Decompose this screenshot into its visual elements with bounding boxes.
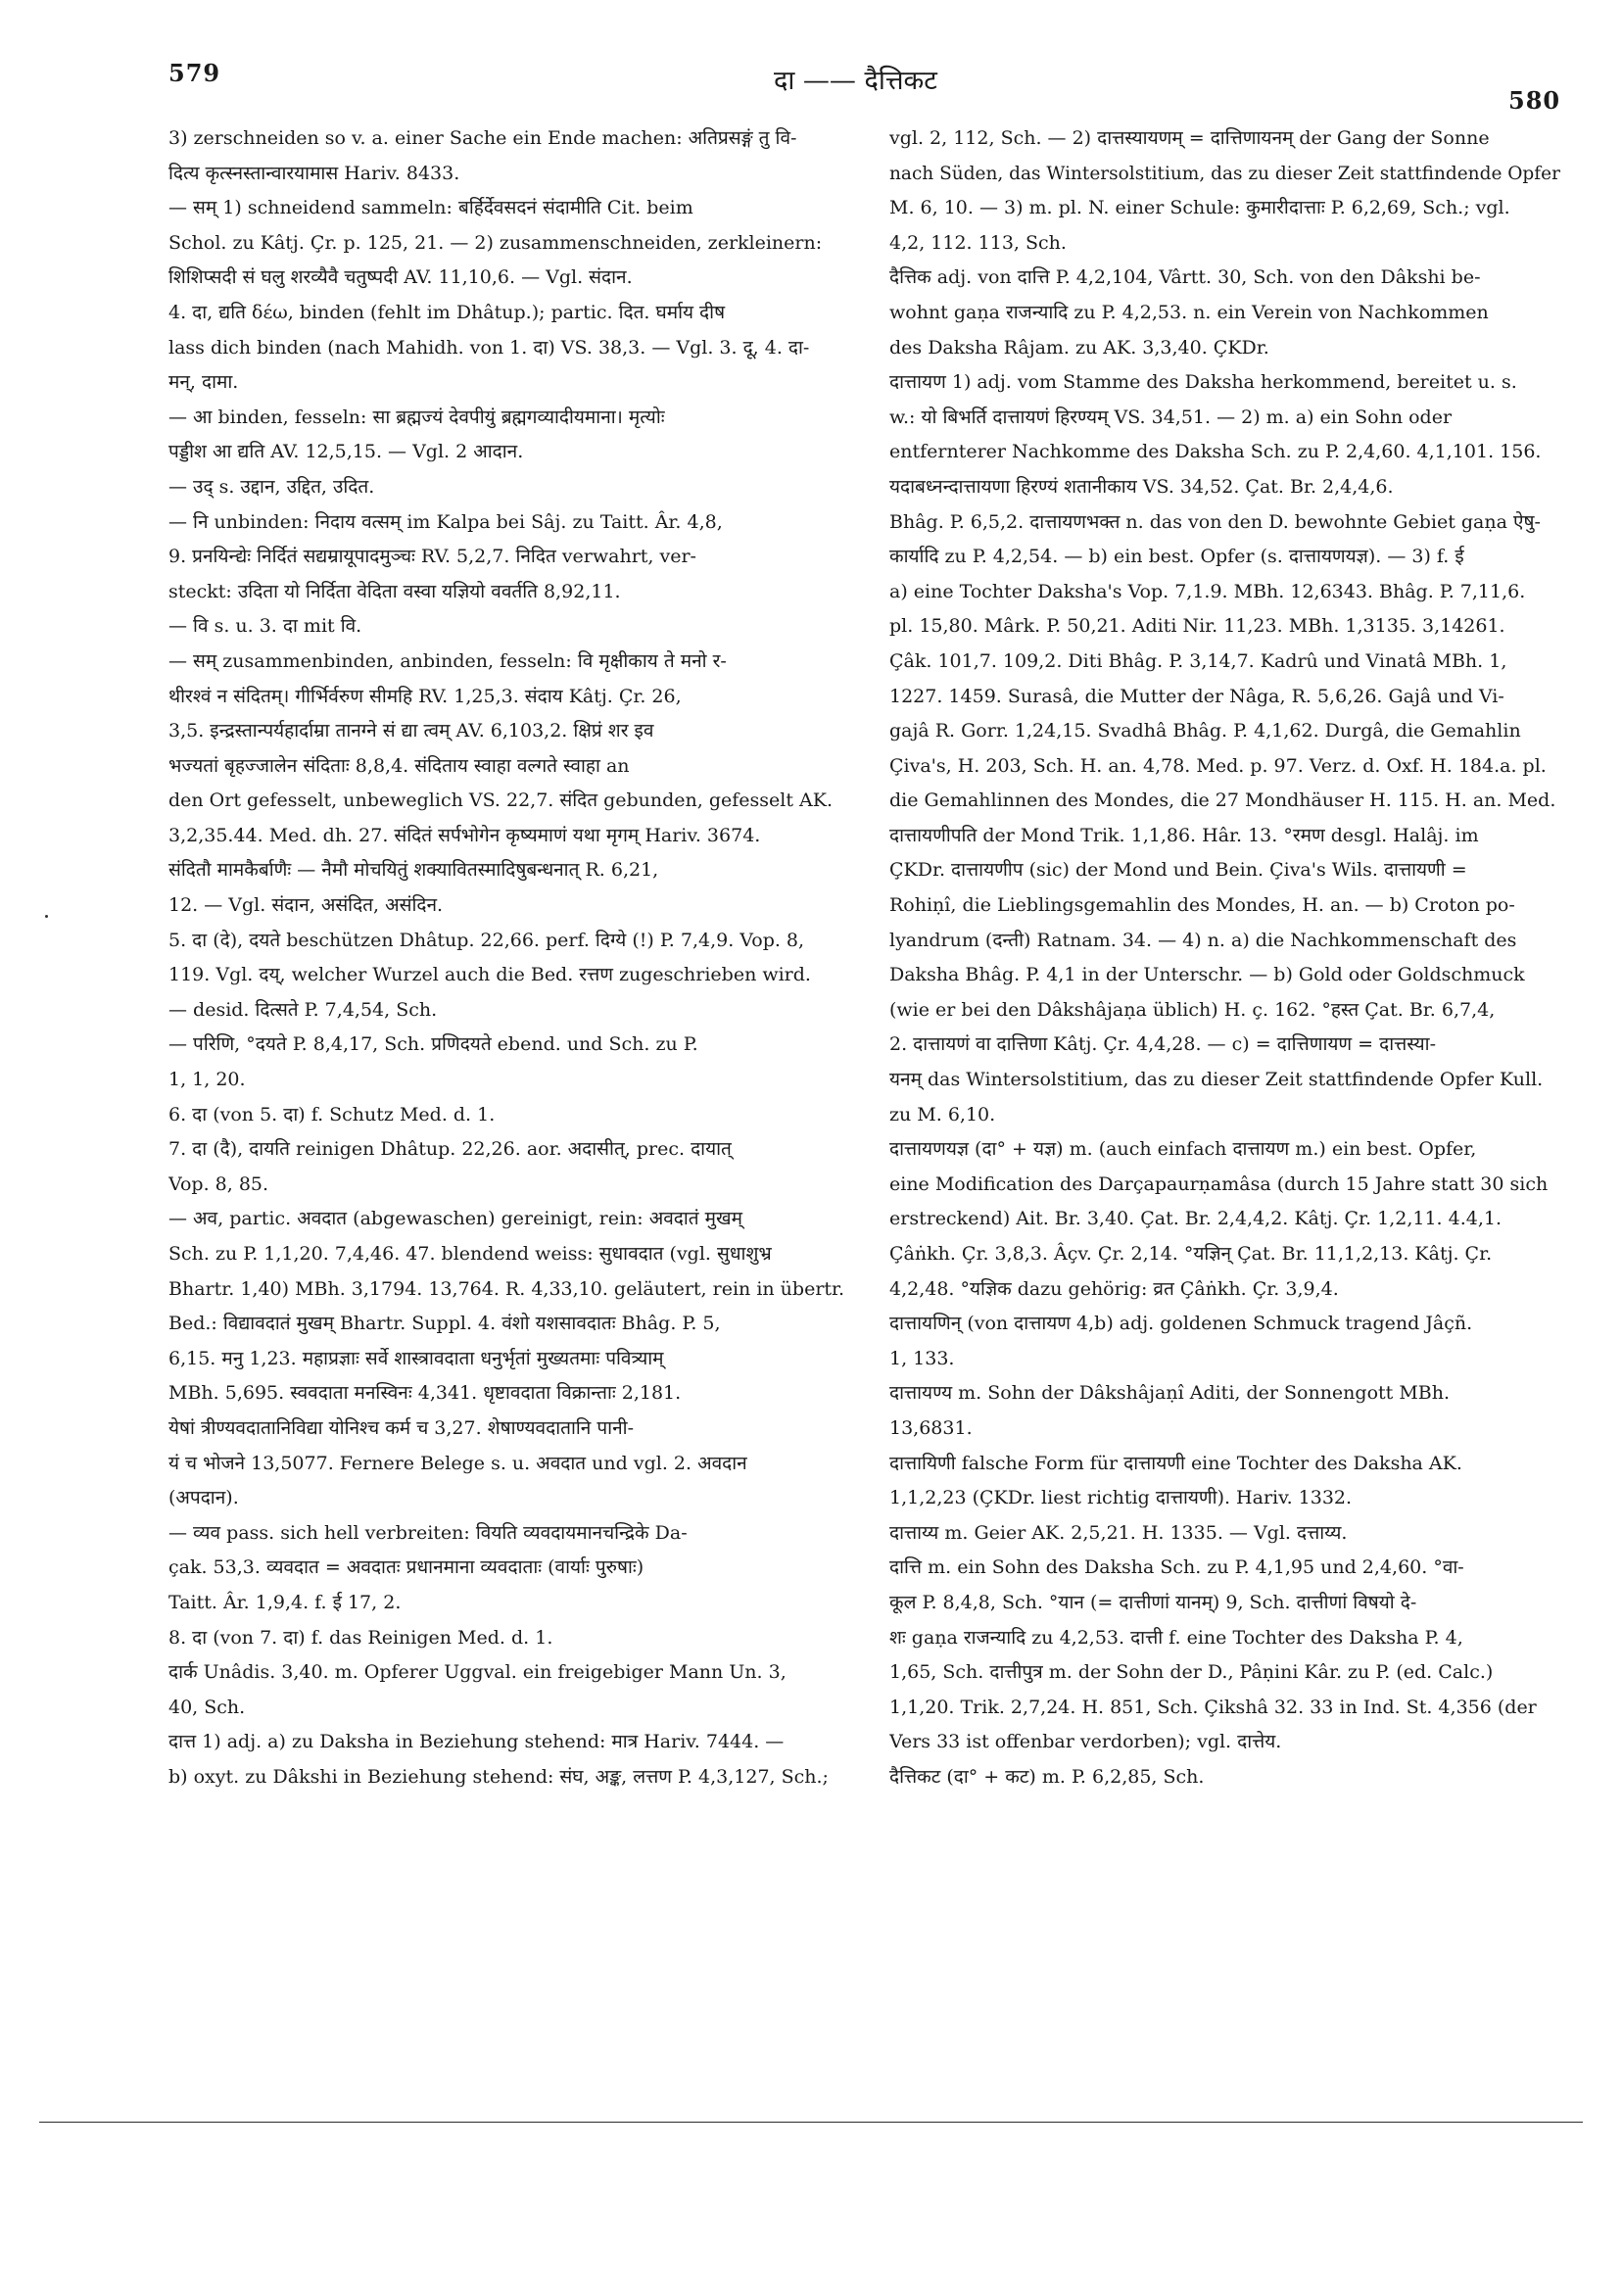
text-line: संदितौ मामकैर्बाणैः — नैमौ मोचयितुं शक्यावितस्मादिषुबन्धनात् R. 6,21, xyxy=(168,859,659,882)
text-line: b) oxyt. zu Dâkshi in Beziehung stehend: संघ, अङ्क, लत्तण P. 4,3,127, Sch.; xyxy=(168,1765,829,1788)
text-line: शिशिप्सदी सं घलु शरव्यैवै चतुष्पदी AV. 11,10,6. — Vgl. संदान. xyxy=(168,266,633,289)
text-line: Bhâg. P. 6,5,2. दात्तायणभक्त n. das von den D. bewohnte Gebiet gaṇa ऐषु- xyxy=(889,510,1541,533)
text-line: — व्यव pass. sich hell verbreiten: वियति व्यवदायमानचन्द्रिके Da- xyxy=(168,1521,688,1544)
text-line: 8. दा (von 7. दा) f. das Reinigen Med. d. 1. xyxy=(168,1626,553,1649)
text-line: 1227. 1459. Surasâ, die Mutter der Nâga, R. 5,6,26. Gajâ und Vi- xyxy=(889,685,1504,707)
text-line: a) eine Tochter Daksha's Vop. 7,1.9. MBh. 12,6343. Bhâg. P. 7,11,6. xyxy=(889,580,1526,602)
text-line: Rohiṇî, die Lieblingsgemahlin des Mondes, H. an. — b) Croton po- xyxy=(889,894,1515,917)
text-line: nach Süden, das Wintersolstitium, das zu dieser Zeit stattfindende Opfer xyxy=(889,163,1560,184)
text-line: vgl. 2, 112, Sch. — 2) दात्तस्यायणम् = दात्तिणायनम् der Gang der Sonne xyxy=(889,127,1490,149)
text-line: 4,2, 112. 113, Sch. xyxy=(889,231,1067,254)
margin-mark xyxy=(45,915,48,918)
text-line: M. 6, 10. — 3) m. pl. N. einer Schule: कुमारीदात्ताः P. 6,2,69, Sch.; vgl. xyxy=(889,197,1510,219)
text-line: दात्तायणिन् (von दात्तायण 4,b) adj. goldenen Schmuck tragend Jâçñ. xyxy=(889,1313,1473,1335)
text-line: 119. Vgl. दय्, welcher Wurzel auch die Bed. रत्तण zugeschrieben wird. xyxy=(168,964,811,986)
text-line: Daksha Bhâg. P. 4,1 in der Unterschr. — b) Gold oder Goldschmuck xyxy=(889,964,1525,986)
text-line: Çiva's, H. 203, Sch. H. an. 4,78. Med. p. 97. Verz. d. Oxf. H. 184.a. pl. xyxy=(889,754,1547,777)
text-line: थीरश्वं न संदितम्। गीर्भिर्वरुण सीमहि RV. 1,25,3. संदाय Kâtj. Çr. 26, xyxy=(168,685,682,707)
text-line: — अव, partic. अवदात (abgewaschen) gereinigt, rein: अवदातं मुखम् xyxy=(168,1208,742,1230)
text-line: 6,15. मनु 1,23. महाप्रज्ञाः सर्वे शास्त्रावदाता धनुर्भृतां मुख्यतमाः पवित्र्याम् xyxy=(168,1347,664,1369)
text-line: (wie er bei den Dâkshâjaṇa üblich) H. ç. 162. °हस्त Çat. Br. 6,7,4, xyxy=(889,998,1496,1021)
text-line: çak. 53,3. व्यवदात = अवदातः प्रधानमाना व्यवदाताः (वार्याः पुरुषाः) xyxy=(168,1556,644,1579)
text-line: MBh. 5,695. स्ववदाता मनस्विनः 4,341. धृष्टावदाता विक्रान्ताः 2,181. xyxy=(168,1382,682,1405)
text-line: Vop. 8, 85. xyxy=(168,1172,269,1195)
text-line: Taitt. Âr. 1,9,4. f. ई 17, 2. xyxy=(168,1591,402,1613)
text-line: कूल P. 8,4,8, Sch. °यान (= दात्तीणां यानम्) 9, Sch. दात्तीणां विषयो दे- xyxy=(889,1591,1417,1613)
text-line: erstreckend) Ait. Br. 3,40. Çat. Br. 2,4,4,2. Kâtj. Çr. 1,2,11. 4.4,1. xyxy=(889,1208,1503,1230)
text-line: 3,2,35.44. Med. dh. 27. संदितं सर्पभोगेन कृष्यमाणं यथा मृगम् Hariv. 3674. xyxy=(168,824,761,846)
text-line: Bhartr. 1,40) MBh. 3,1794. 13,764. R. 4,33,10. geläutert, rein in übertr. xyxy=(168,1277,845,1300)
text-line: 12. — Vgl. संदान, असंदित, असंदिन. xyxy=(168,894,444,917)
page-number-left: 579 xyxy=(168,59,221,87)
right-column xyxy=(889,121,1563,1795)
text-line: den Ort gefesselt, unbeweglich VS. 22,7. संदित gebunden, gefesselt AK. xyxy=(168,789,834,812)
text-line: मन्, दामा. xyxy=(168,371,239,394)
text-line: दात्तायणयज्ञ (दा° + यज्ञ) m. (auch einfach दात्तायण m.) ein best. Opfer, xyxy=(889,1138,1477,1161)
text-line: 6. दा (von 5. दा) f. Schutz Med. d. 1. xyxy=(168,1103,496,1125)
page-number-right: 580 xyxy=(1508,86,1561,115)
text-line: दैत्तिकट (दा° + कट) m. P. 6,2,85, Sch. xyxy=(889,1765,1205,1788)
text-line: — आ binden, fesseln: सा ब्रह्मज्यं देवपीयुं ब्रह्मगव्यादीयमाना। मृत्योः xyxy=(168,406,665,428)
text-line: येषां त्रीण्यवदातानिविद्या योनिश्च कर्म च 3,27. शेषाण्यवदातानि पानी- xyxy=(168,1416,634,1439)
text-line: शः gaṇa राजन्यादि zu 4,2,53. दात्ती f. eine Tochter des Daksha P. 4, xyxy=(889,1626,1463,1649)
text-line: gajâ R. Gorr. 1,24,15. Svadhâ Bhâg. P. 4,1,62. Durgâ, die Gemahlin xyxy=(889,720,1521,742)
text-line: दात्तायण 1) adj. vom Stamme des Daksha herkommend, bereitet u. s. xyxy=(889,371,1517,394)
text-line: Bed.: विद्यावदातं मुखम् Bhartr. Suppl. 4. वंशो यशसावदातः Bhâg. P. 5, xyxy=(168,1313,721,1335)
text-line: दात्तायिणी falsche Form für दात्तायणी eine Tochter des Daksha AK. xyxy=(889,1452,1462,1474)
text-line: — सम् 1) schneidend sammeln: बर्हिर्देवसदनं संदामीति Cit. beim xyxy=(168,197,693,219)
text-line: यदाबध्नन्दात्तायणा हिरण्यं शतानीकाय VS. 34,52. Çat. Br. 2,4,4,6. xyxy=(889,475,1394,498)
text-line: भज्यतां बृहज्जालेन संदिताः 8,8,4. संदिताय स्वाहा वल्गते स्वाहा an xyxy=(168,754,630,777)
text-line: wohnt gaṇa राजन्यादि zu P. 4,2,53. n. ein Verein von Nachkommen xyxy=(889,301,1489,323)
text-line: Sch. zu P. 1,1,20. 7,4,46. 47. blendend weiss: सुधावदात (vgl. सुधाशुभ्र xyxy=(168,1243,772,1265)
footer-rule xyxy=(39,2122,1583,2123)
text-line: 9. प्रनयिन्द्येः निर्दितं सद्यम्रायूपादमुञ्चः RV. 5,2,7. निदित verwahrt, ver- xyxy=(168,546,696,568)
running-head: दा —— दैत्तिकट xyxy=(774,66,937,96)
text-line: — परिणि, °दयते P. 8,4,17, Sch. प्रणिदयते ebend. und Sch. zu P. xyxy=(168,1033,698,1056)
text-line: pl. 15,80. Mârk. P. 50,21. Aditi Nir. 11,23. MBh. 1,3135. 3,14261. xyxy=(889,615,1505,638)
text-line: (अपदान). xyxy=(168,1487,239,1509)
text-line: lyandrum (दन्ती) Ratnam. 34. — 4) n. a) die Nachkommenschaft des xyxy=(889,929,1517,951)
text-line: दात्तायणीपति der Mond Trik. 1,1,86. Hâr. 13. °रमण desgl. Halâj. im xyxy=(889,824,1479,846)
text-line: — उद् s. उद्दान, उद्दित, उदित. xyxy=(168,475,375,498)
text-line: ÇKDr. दात्तायणीप (sic) der Mond und Bein. Çiva's Wils. दात्तायणी = xyxy=(889,859,1467,882)
text-line: 1,1,2,23 (ÇKDr. liest richtig दात्तायणी). Hariv. 1332. xyxy=(889,1487,1353,1509)
text-line: entfernterer Nachkomme des Daksha Sch. zu P. 2,4,60. 4,1,101. 156. xyxy=(889,441,1542,463)
text-line: 40, Sch. xyxy=(168,1696,246,1718)
text-line: — नि unbinden: निदाय वत्सम् im Kalpa bei Sâj. zu Taitt. Âr. 4,8, xyxy=(168,510,723,533)
text-line: steckt: उदिता यो निर्दिता वेदिता वस्वा यज्ञियो ववर्तति 8,92,11. xyxy=(168,580,621,602)
text-line: दात्त 1) adj. a) zu Daksha in Beziehung stehend: मात्र Hariv. 7444. — xyxy=(168,1731,785,1753)
text-line: — सम् zusammenbinden, anbinden, fesseln: वि मृक्षीकाय ते मनो र- xyxy=(168,649,727,672)
text-line: 3,5. इन्द्रस्तान्पर्यहार्दाम्रा तानग्ने सं द्या त्वम् AV. 6,103,2. क्षिप्रं शर इव xyxy=(168,720,654,742)
text-line: — desid. दित्सते P. 7,4,54, Sch. xyxy=(168,998,438,1021)
text-line: 7. दा (दै), दायति reinigen Dhâtup. 22,26. aor. अदासीत्, prec. दायात् xyxy=(168,1138,732,1161)
text-line: 3) zerschneiden so v. a. einer Sache ein Ende machen: अतिप्रसङ्गं तु वि- xyxy=(168,127,797,149)
text-line: यनम् das Wintersolstitium, das zu dieser Zeit stattfindende Opfer Kull. xyxy=(889,1069,1544,1091)
left-column xyxy=(168,121,854,1795)
text-line: des Daksha Râjam. zu AK. 3,3,40. ÇKDr. xyxy=(889,336,1269,359)
text-line: eine Modification des Darçapaurṇamâsa (durch 15 Jahre statt 30 sich xyxy=(889,1172,1549,1195)
text-line: Çâṅkh. Çr. 3,8,3. Âçv. Çr. 2,14. °यज्ञिन् Çat. Br. 11,1,2,13. Kâtj. Çr. xyxy=(889,1243,1493,1265)
text-line: दैत्तिक adj. von दात्ति P. 4,2,104, Vârtt. 30, Sch. von den Dâkshi be- xyxy=(889,266,1481,289)
text-line: पड्डीश आ द्यति AV. 12,5,15. — Vgl. 2 आदान. xyxy=(168,441,524,463)
text-line: — वि s. u. 3. दा mit वि. xyxy=(168,615,362,638)
text-line: दार्क Unâdis. 3,40. m. Opferer Uggval. ein freigebiger Mann Un. 3, xyxy=(168,1661,787,1684)
text-line: कार्यादि zu P. 4,2,54. — b) ein best. Opfer (s. दात्तायणयज्ञ). — 3) f. ई xyxy=(889,546,1464,568)
text-line: 1, 1, 20. xyxy=(168,1069,246,1091)
text-line: यं च भोजने 13,5077. Fernere Belege s. u. अवदात und vgl. 2. अवदान xyxy=(168,1452,747,1474)
text-line: 2. दात्तायणं वा दात्तिणा Kâtj. Çr. 4,4,28. — c) = दात्तिणायण = दात्तस्या- xyxy=(889,1033,1437,1056)
text-line: दात्ति m. ein Sohn des Daksha Sch. zu P. 4,1,95 und 2,4,60. °वा- xyxy=(889,1556,1464,1579)
text-line: die Gemahlinnen des Mondes, die 27 Mondhäuser H. 115. H. an. Med. xyxy=(889,789,1556,812)
text-line: 1,65, Sch. दात्तीपुत्र m. der Sohn der D., Pâṇini Kâr. zu P. (ed. Calc.) xyxy=(889,1661,1494,1684)
text-line: 1, 133. xyxy=(889,1347,955,1369)
text-line: 1,1,20. Trik. 2,7,24. H. 851, Sch. Çikshâ 32. 33 in Ind. St. 4,356 (der xyxy=(889,1696,1537,1718)
text-line: Çâk. 101,7. 109,2. Diti Bhâg. P. 3,14,7. Kadrû und Vinatâ MBh. 1, xyxy=(889,649,1507,672)
text-line: दात्तायण्य m. Sohn der Dâkshâjaṇî Aditi, der Sonnengott MBh. xyxy=(889,1382,1451,1405)
text-line: दित्य कृत्स्नस्तान्वारयामास Hariv. 8433. xyxy=(168,162,460,184)
text-line: 4. दा, द्यति δέω, binden (fehlt im Dhâtup.); partic. दित. घर्माय दीष xyxy=(168,301,726,323)
text-line: 13,6831. xyxy=(889,1416,973,1439)
text-line: 5. दा (दे), दयते beschützen Dhâtup. 22,66. perf. दिग्ये (!) P. 7,4,9. Vop. 8, xyxy=(168,929,805,951)
text-line: Schol. zu Kâtj. Çr. p. 125, 21. — 2) zusammenschneiden, zerkleinern: xyxy=(168,231,823,254)
text-line: zu M. 6,10. xyxy=(889,1103,996,1125)
text-line: दात्ताय्य m. Geier AK. 2,5,21. H. 1335. — Vgl. दत्ताय्य. xyxy=(889,1521,1348,1544)
text-line: lass dich binden (nach Mahidh. von 1. दा) VS. 38,3. — Vgl. 3. दू, 4. दा- xyxy=(168,336,810,359)
text-line: w.: यो बिभर्ति दात्तायणं हिरण्यम् VS. 34,51. — 2) m. a) ein Sohn oder xyxy=(889,406,1453,428)
text-line: 4,2,48. °यज्ञिक dazu gehörig: व्रत Çâṅkh. Çr. 3,9,4. xyxy=(889,1277,1339,1300)
text-line: Vers 33 ist offenbar verdorben); vgl. दात्तेय. xyxy=(889,1731,1282,1753)
